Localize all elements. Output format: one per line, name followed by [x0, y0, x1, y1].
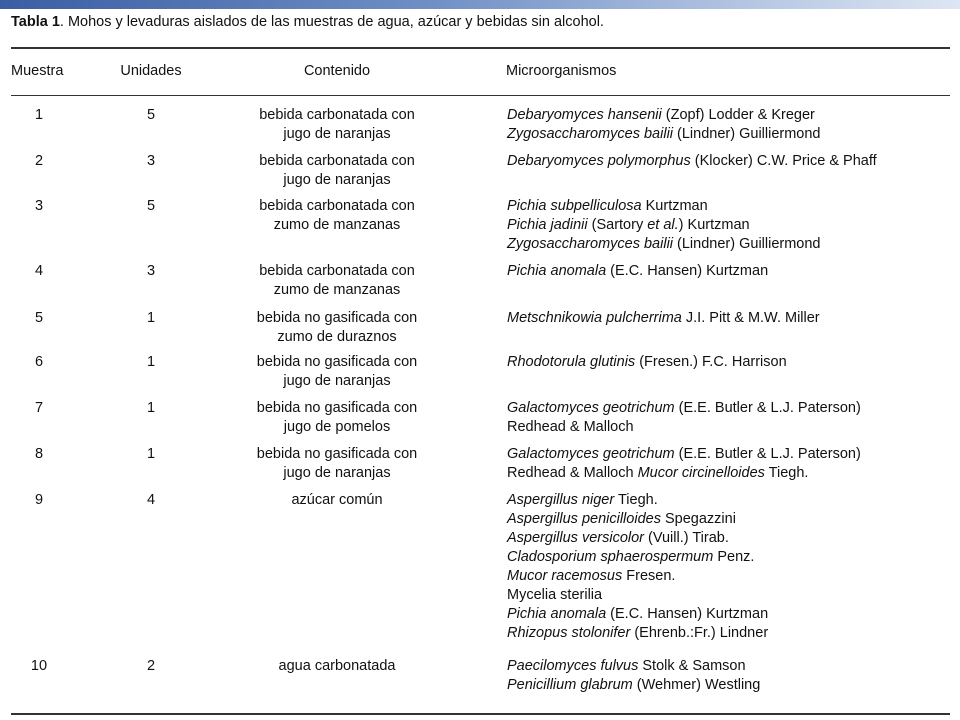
- species-name: Aspergillus versicolor: [507, 530, 644, 546]
- species-name: Mucor circinelloides: [637, 465, 765, 481]
- cell-muestra: 3: [34, 198, 44, 214]
- species-name: Pichia anomala: [507, 263, 607, 279]
- species-authority: (E.C. Hansen) Kurtzman: [606, 606, 769, 622]
- species-name: Debaryomyces hansenii: [507, 107, 662, 123]
- table-caption-text: . Mohos y levaduras aislados de las muestras de agua, azúcar y bebidas sin alcohol.: [59, 14, 604, 30]
- microorganism-entry: [507, 106, 952, 125]
- cell-microorganismos: [507, 106, 952, 144]
- cell-muestra: 4: [34, 263, 44, 279]
- species-name: Metschnikowia pulcherrima: [507, 310, 682, 326]
- contenido-line: bebida carbonatada con: [259, 198, 415, 214]
- species-authority: Mycelia sterilia: [507, 587, 603, 603]
- species-name: Pichia anomala: [507, 606, 607, 622]
- microorganism-entry: [507, 510, 952, 529]
- cell-contenido: [224, 262, 450, 300]
- cell-microorganismos: [507, 309, 952, 328]
- species-authority: Penz.: [713, 549, 755, 565]
- species-authority: Redhead & Malloch: [507, 465, 638, 481]
- cell-contenido: [224, 197, 450, 235]
- contenido-line: jugo de naranjas: [283, 126, 391, 142]
- cell-muestra: 8: [34, 446, 44, 462]
- microorganism-entry: [507, 262, 952, 281]
- species-name: Debaryomyces polymorphus: [507, 153, 691, 169]
- microorganism-entry: [507, 657, 952, 676]
- species-authority: Redhead & Malloch: [507, 419, 634, 435]
- cell-contenido: [224, 152, 450, 190]
- species-authority: (Vuill.) Tirab.: [644, 530, 729, 546]
- species-authority: (E.E. Butler & L.J. Paterson): [674, 400, 861, 416]
- cell-unidades: 1: [146, 446, 156, 462]
- microorganism-entry: [507, 548, 952, 567]
- species-name: Paecilomyces fulvus: [507, 658, 639, 674]
- microorganism-entry: [507, 353, 952, 372]
- cell-muestra: 6: [34, 354, 44, 370]
- species-authority: (Zopf) Lodder & Kreger: [661, 107, 815, 123]
- contenido-line: bebida no gasificada con: [256, 446, 418, 462]
- species-name: Pichia jadinii: [507, 217, 588, 233]
- header-unidades: Unidades: [120, 63, 182, 79]
- microorganism-entry: [507, 445, 952, 464]
- cell-unidades: 5: [146, 198, 156, 214]
- contenido-line: bebida carbonatada con: [259, 263, 415, 279]
- cell-unidades: 4: [146, 492, 156, 508]
- cell-microorganismos: [507, 445, 952, 483]
- species-name: et al.: [647, 217, 679, 233]
- cell-unidades: 1: [146, 354, 156, 370]
- microorganism-entry: [507, 399, 952, 418]
- table-caption-label: Tabla 1: [11, 14, 60, 30]
- microorganism-entry: [507, 235, 952, 254]
- microorganism-entry: [507, 418, 952, 437]
- cell-unidades: 5: [146, 107, 156, 123]
- species-name: Zygosaccharomyces bailii: [507, 126, 674, 142]
- species-authority: (E.C. Hansen) Kurtzman: [606, 263, 769, 279]
- cell-unidades: 3: [146, 153, 156, 169]
- species-authority: Spegazzini: [660, 511, 736, 527]
- contenido-line: jugo de naranjas: [283, 373, 391, 389]
- species-authority: (Klocker) C.W. Price & Phaff: [690, 153, 877, 169]
- table-header-rule: [11, 95, 950, 96]
- microorganism-entry: [507, 309, 952, 328]
- cell-contenido: [224, 106, 450, 144]
- species-name: Galactomyces geotrichum: [507, 400, 675, 416]
- species-name: Cladosporium sphaerospermum: [507, 549, 714, 565]
- microorganism-entry: [507, 586, 952, 605]
- cell-muestra: 7: [34, 400, 44, 416]
- contenido-line: jugo de naranjas: [283, 465, 391, 481]
- species-name: Rhodotorula glutinis: [507, 354, 636, 370]
- contenido-line: agua carbonatada: [278, 658, 396, 674]
- species-authority: Stolk & Samson: [638, 658, 746, 674]
- microorganism-entry: [507, 464, 952, 483]
- contenido-line: bebida no gasificada con: [256, 354, 418, 370]
- contenido-line: azúcar común: [291, 492, 383, 508]
- contenido-line: jugo de pomelos: [283, 419, 391, 435]
- species-name: Galactomyces geotrichum: [507, 446, 675, 462]
- species-authority: Tiegh.: [764, 465, 809, 481]
- microorganism-entry: [507, 529, 952, 548]
- species-authority: (Lindner) Guilliermond: [673, 126, 821, 142]
- cell-muestra: 10: [30, 658, 48, 674]
- species-authority: Fresen.: [622, 568, 676, 584]
- cell-microorganismos: [507, 399, 952, 437]
- cell-unidades: 1: [146, 310, 156, 326]
- cell-microorganismos: [507, 491, 952, 643]
- species-name: Pichia subpelliculosa: [507, 198, 642, 214]
- cell-contenido: [224, 491, 450, 510]
- microorganism-entry: [507, 216, 952, 235]
- microorganism-entry: [507, 152, 952, 171]
- cell-microorganismos: [507, 353, 952, 372]
- species-name: Mucor racemosus: [507, 568, 623, 584]
- microorganism-entry: [507, 676, 952, 695]
- species-authority: (Wehmer) Westling: [632, 677, 761, 693]
- microorganism-entry: [507, 491, 952, 510]
- table-caption: [11, 14, 604, 30]
- species-authority: (Sartory: [587, 217, 648, 233]
- species-name: Aspergillus niger: [507, 492, 615, 508]
- contenido-line: zumo de manzanas: [273, 282, 401, 298]
- cell-muestra: 5: [34, 310, 44, 326]
- cell-contenido: [224, 445, 450, 483]
- microorganism-entry: [507, 624, 952, 643]
- microorganism-entry: [507, 125, 952, 144]
- species-name: Penicillium glabrum: [507, 677, 633, 693]
- cell-microorganismos: [507, 152, 952, 171]
- contenido-line: bebida no gasificada con: [256, 310, 418, 326]
- species-authority: Tiegh.: [614, 492, 658, 508]
- cell-microorganismos: [507, 197, 952, 254]
- species-name: Rhizopus stolonifer: [507, 625, 631, 641]
- species-authority: (Fresen.) F.C. Harrison: [635, 354, 787, 370]
- cell-contenido: [224, 353, 450, 391]
- cell-microorganismos: [507, 262, 952, 281]
- contenido-line: bebida no gasificada con: [256, 400, 418, 416]
- header-contenido: Contenido: [303, 63, 371, 79]
- species-name: Zygosaccharomyces bailii: [507, 236, 674, 252]
- species-authority: (E.E. Butler & L.J. Paterson): [674, 446, 861, 462]
- cell-unidades: 1: [146, 400, 156, 416]
- species-authority: (Lindner) Guilliermond: [673, 236, 821, 252]
- header-muestra: Muestra: [11, 63, 64, 79]
- microorganism-entry: [507, 567, 952, 586]
- cell-muestra: 9: [34, 492, 44, 508]
- species-authority: J.I. Pitt & M.W. Miller: [681, 310, 820, 326]
- cell-contenido: [224, 399, 450, 437]
- species-authority: ) Kurtzman: [678, 217, 750, 233]
- species-name: Aspergillus penicilloides: [507, 511, 661, 527]
- contenido-line: bebida carbonatada con: [259, 107, 415, 123]
- microorganism-entry: [507, 605, 952, 624]
- contenido-line: jugo de naranjas: [283, 172, 391, 188]
- contenido-line: zumo de duraznos: [277, 329, 397, 345]
- microorganism-entry: [507, 197, 952, 216]
- cell-microorganismos: [507, 657, 952, 695]
- contenido-line: zumo de manzanas: [273, 217, 401, 233]
- cell-unidades: 2: [146, 658, 156, 674]
- cell-unidades: 3: [146, 263, 156, 279]
- header-microorganismos: Microorganismos: [506, 63, 617, 79]
- top-decorative-band: [0, 0, 960, 9]
- species-authority: Kurtzman: [641, 198, 708, 214]
- cell-contenido: [224, 657, 450, 676]
- table-bottom-rule: [11, 713, 950, 715]
- cell-contenido: [224, 309, 450, 347]
- species-authority: (Ehrenb.:Fr.) Lindner: [630, 625, 769, 641]
- cell-muestra: 1: [34, 107, 44, 123]
- cell-muestra: 2: [34, 153, 44, 169]
- table-top-rule: [11, 47, 950, 49]
- contenido-line: bebida carbonatada con: [259, 153, 415, 169]
